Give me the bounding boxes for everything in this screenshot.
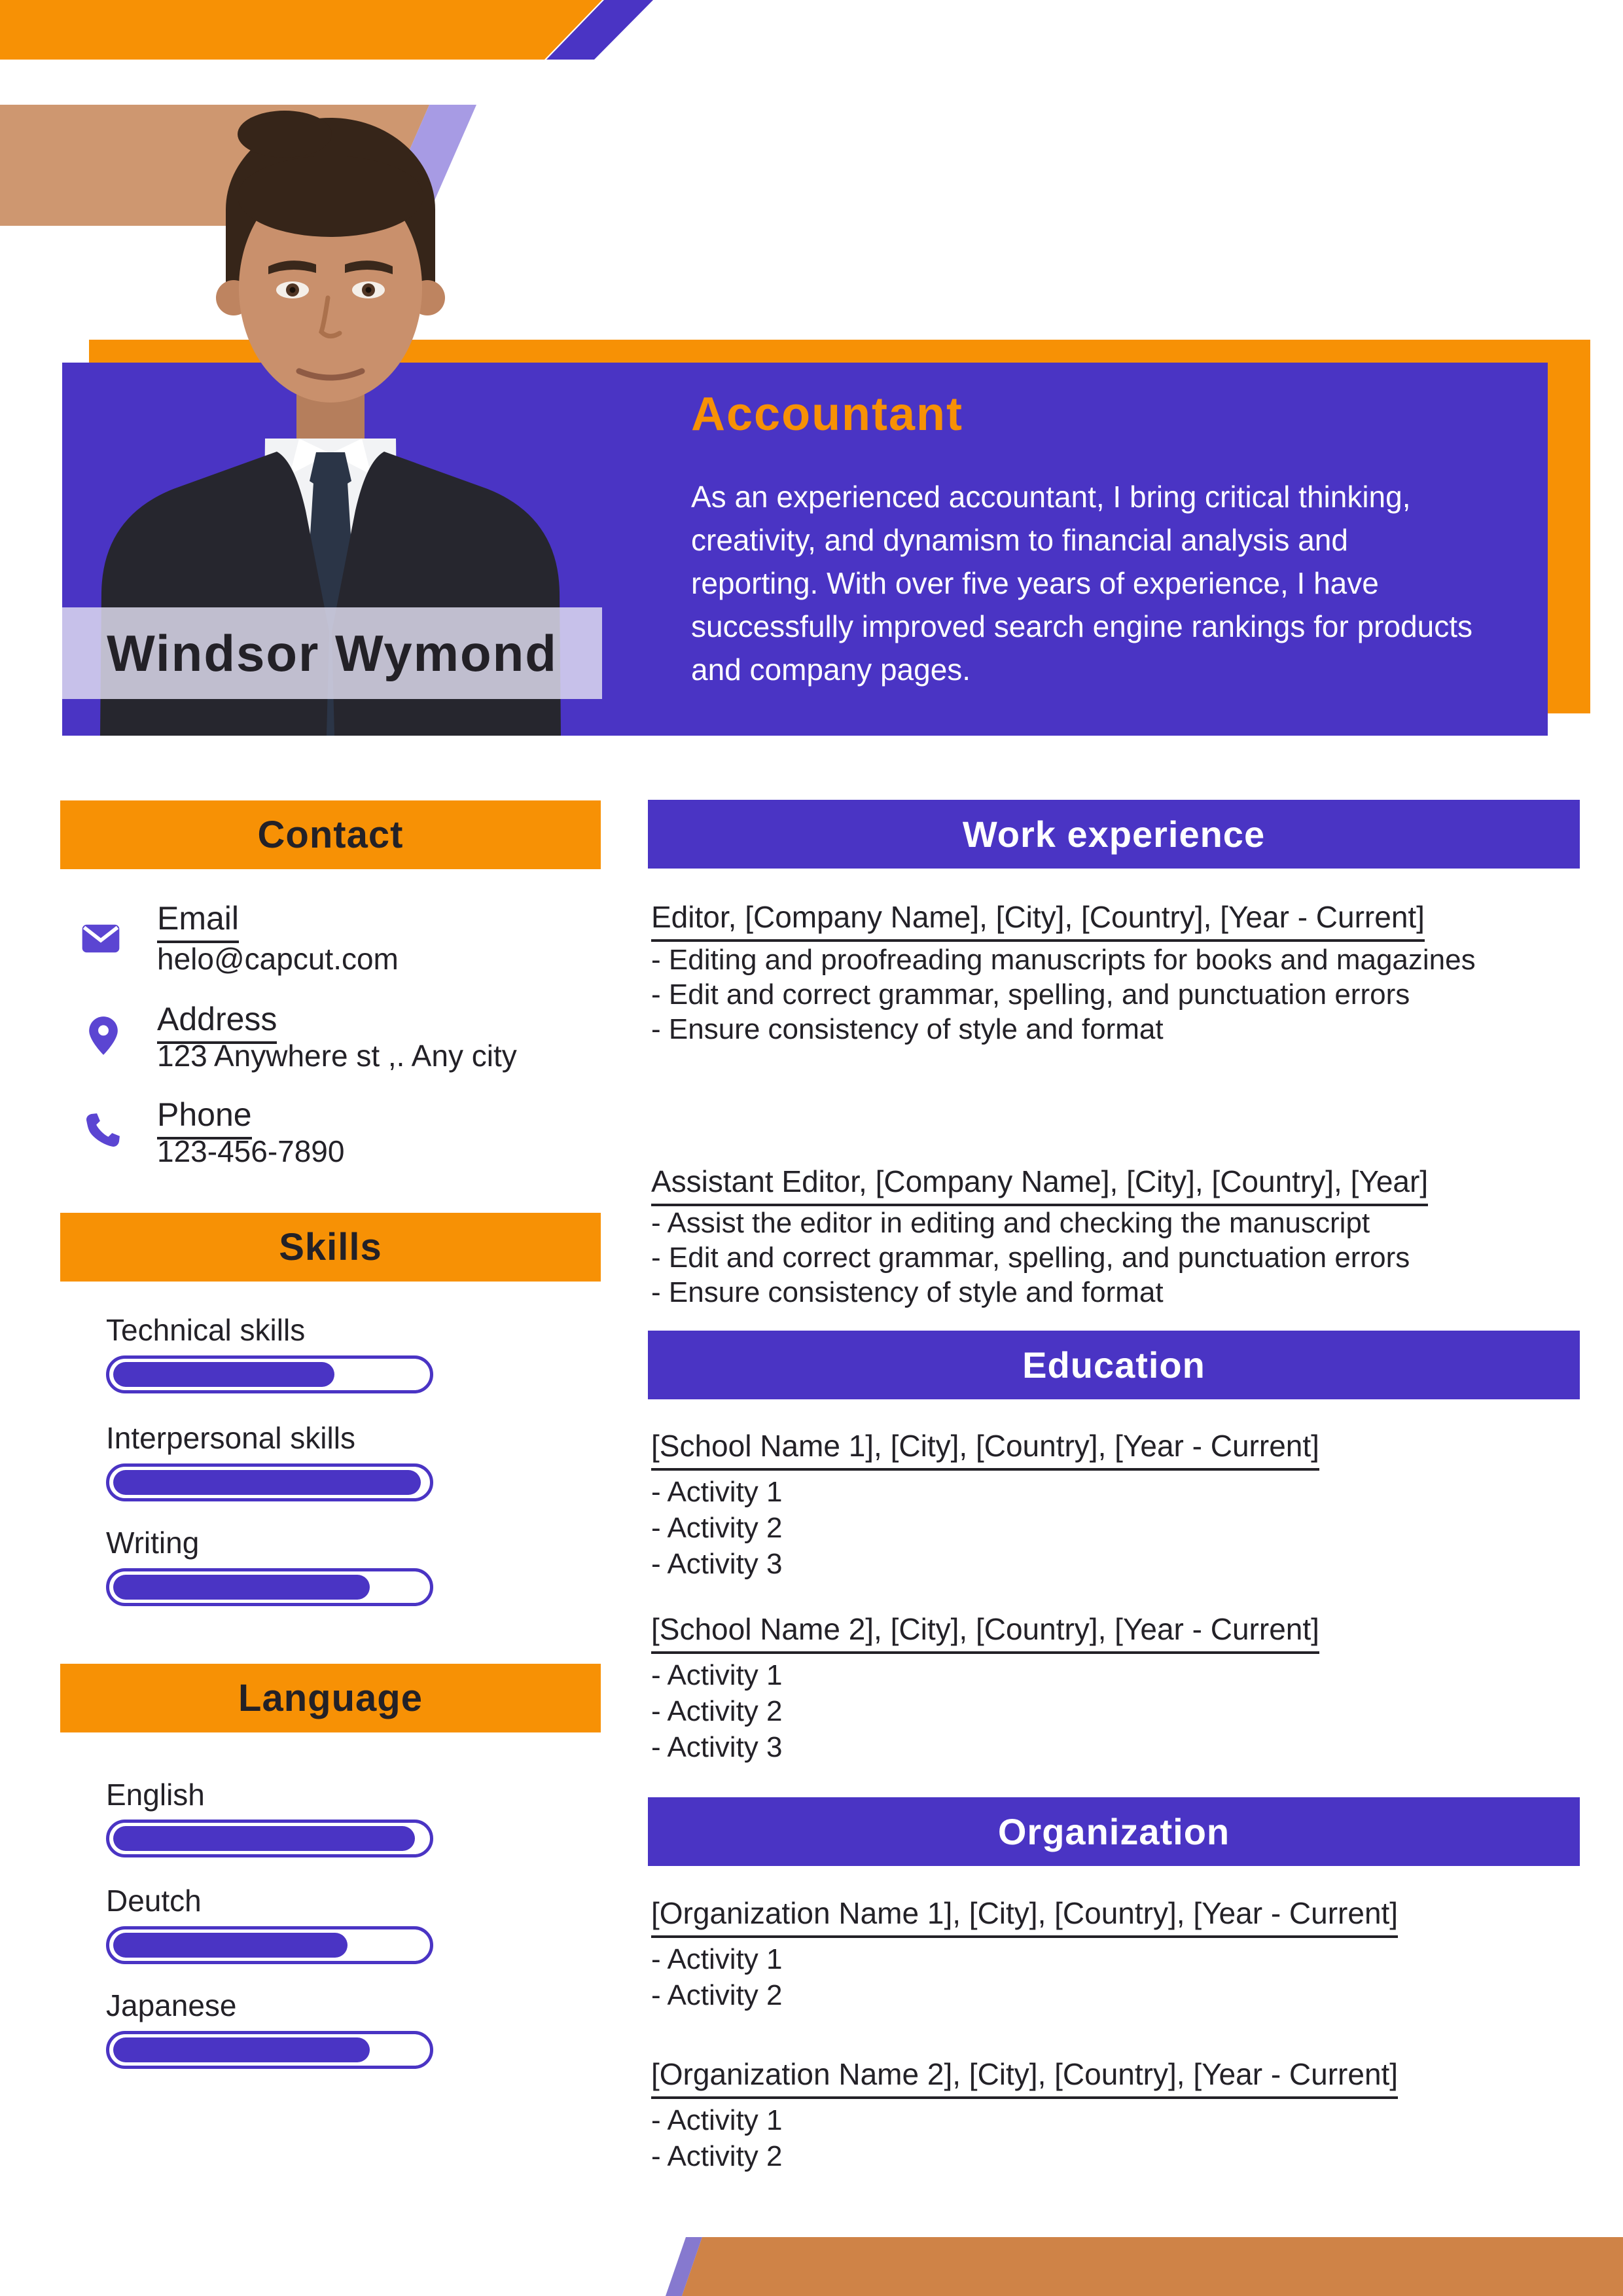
bottom-decoration: [0, 2225, 1623, 2296]
bullet-item: - Ensure consistency of style and format: [651, 1013, 1164, 1045]
language-label: Japanese: [106, 1988, 237, 2022]
work-entry-heading: Editor, [Company Name], [City], [Country], [Year - Current]: [651, 899, 1425, 942]
bullet-item: - Activity 2: [651, 2140, 783, 2172]
language-label: Deutch: [106, 1884, 202, 1918]
skill-label: Writing: [106, 1526, 200, 1560]
language-section-header: [60, 1664, 601, 1732]
language-progress-bar: [106, 2031, 433, 2069]
bullet-item: - Edit and correct grammar, spelling, and punctuation errors: [651, 1242, 1410, 1274]
organization-entry-bullets: [651, 2102, 1522, 2174]
language-progress-fill: [113, 1826, 415, 1851]
skill-progress-bar: [106, 1568, 433, 1606]
bullet-item: - Activity 1: [651, 1659, 783, 1691]
bullet-item: - Activity 3: [651, 1548, 783, 1580]
contact-phone-label: Phone: [157, 1096, 252, 1139]
work-entry-heading: Assistant Editor, [Company Name], [City], [Country], [Year]: [651, 1164, 1428, 1206]
person-name: Windsor Wymond: [107, 624, 558, 682]
education-entry-heading: [School Name 1], [City], [Country], [Year - Current]: [651, 1428, 1319, 1471]
envelope-icon: [79, 916, 123, 961]
bullet-item: - Activity 3: [651, 1731, 783, 1763]
phone-icon: [80, 1109, 124, 1153]
language-progress-fill: [113, 1933, 348, 1958]
bullet-item: - Edit and correct grammar, spelling, and punctuation errors: [651, 978, 1410, 1011]
skills-header-label: Skills: [279, 1226, 382, 1268]
language-progress-fill: [113, 2037, 370, 2062]
contact-address-label: Address: [157, 1000, 277, 1044]
bullet-item: - Activity 2: [651, 1979, 783, 2011]
name-band: [62, 607, 602, 699]
job-title: Accountant: [691, 388, 963, 440]
bullet-item: - Activity 1: [651, 1476, 783, 1508]
bullet-item: - Activity 1: [651, 1943, 783, 1975]
organization-section-header: [648, 1797, 1580, 1866]
work-entry-bullets: [651, 942, 1522, 1047]
contact-email-label: Email: [157, 899, 239, 943]
contact-address-value: 123 Anywhere st ,. Any city: [157, 1039, 517, 1073]
language-progress-bar: [106, 1926, 433, 1964]
organization-entry-heading: [Organization Name 2], [City], [Country], [Year - Current]: [651, 2056, 1398, 2099]
skill-label: Technical skills: [106, 1313, 306, 1347]
bullet-item: - Activity 2: [651, 1695, 783, 1727]
organization-entry-bullets: [651, 1941, 1522, 2013]
education-entry-bullets: [651, 1474, 1522, 1582]
skill-progress-fill: [113, 1575, 370, 1600]
contact-email-value: helo@capcut.com: [157, 942, 399, 976]
skill-progress-bar: [106, 1463, 433, 1501]
language-label: English: [106, 1778, 205, 1812]
top-orange-bar: [0, 0, 602, 60]
bullet-item: - Assist the editor in editing and checking the manuscript: [651, 1207, 1370, 1239]
bullet-item: - Activity 1: [651, 2104, 783, 2136]
profile-summary: As an experienced accountant, I bring critical thinking, creativity, and dynamism to financial analysis and reporting. With over five years of experience, I have successfully improved search engine rankings for products and company pages.: [691, 480, 1473, 687]
education-entry-bullets: [651, 1657, 1522, 1765]
skill-label: Interpersonal skills: [106, 1421, 355, 1455]
bullet-item: - Editing and proofreading manuscripts for books and magazines: [651, 944, 1476, 976]
contact-header-label: Contact: [257, 814, 404, 856]
work-experience-section-header: [648, 800, 1580, 869]
language-progress-bar: [106, 1820, 433, 1857]
skill-progress-fill: [113, 1362, 334, 1387]
organization-entry-heading: [Organization Name 1], [City], [Country], [Year - Current]: [651, 1895, 1398, 1938]
bullet-item: - Activity 2: [651, 1512, 783, 1544]
skill-progress-bar: [106, 1355, 433, 1393]
contact-section-header: [60, 800, 601, 869]
skill-progress-fill: [113, 1470, 421, 1495]
skills-section-header: [60, 1213, 601, 1282]
language-header-label: Language: [238, 1677, 423, 1719]
bullet-item: - Ensure consistency of style and format: [651, 1276, 1164, 1308]
education-entry-heading: [School Name 2], [City], [Country], [Year - Current]: [651, 1611, 1319, 1654]
organization-header-label: Organization: [997, 1811, 1230, 1852]
contact-phone-value: 123-456-7890: [157, 1134, 345, 1168]
location-pin-icon: [81, 1013, 126, 1058]
work-experience-header-label: Work experience: [962, 814, 1266, 855]
bottom-tan-band: [682, 2237, 1623, 2296]
education-header-label: Education: [1022, 1344, 1205, 1386]
work-entry-bullets: [651, 1206, 1522, 1310]
education-section-header: [648, 1331, 1580, 1399]
